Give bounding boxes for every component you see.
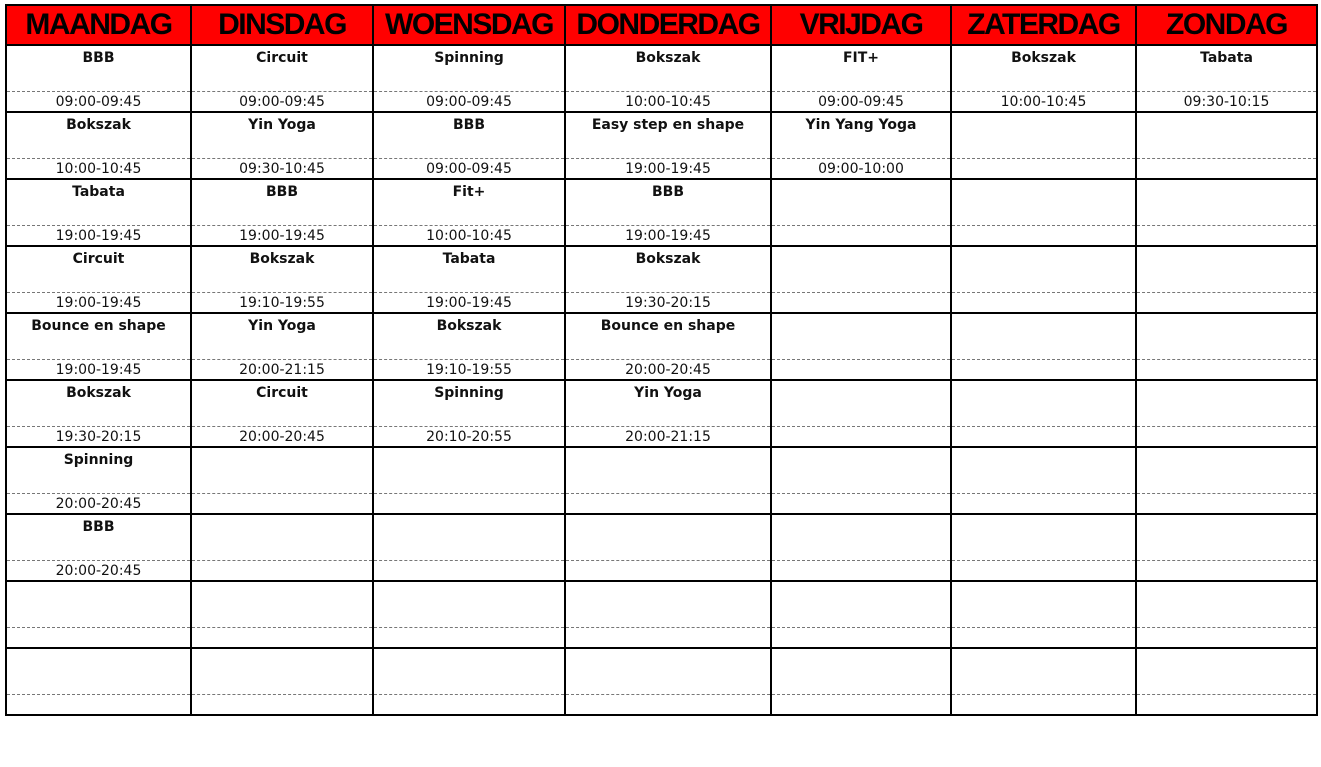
class-time-cell: 19:30-20:15 <box>565 292 771 313</box>
class-time-cell: 09:30-10:45 <box>191 158 373 179</box>
class-name-cell: Circuit <box>191 380 373 426</box>
slot-name-row <box>6 179 1317 225</box>
class-name-cell <box>771 514 951 560</box>
class-name-cell: Spinning <box>373 380 565 426</box>
day-header-row <box>6 5 1317 45</box>
day-header-zondag: ZONDAG <box>1136 5 1317 45</box>
slot-time-row <box>6 493 1317 514</box>
class-time-cell <box>1136 694 1317 715</box>
day-header-donderdag: DONDERDAG <box>565 5 771 45</box>
class-name-cell <box>771 313 951 359</box>
class-name-cell <box>191 581 373 627</box>
class-time-cell: 10:00-10:45 <box>565 91 771 112</box>
class-time-cell: 20:00-20:45 <box>191 426 373 447</box>
class-time-cell <box>565 493 771 514</box>
class-time-cell: 10:00-10:45 <box>6 158 191 179</box>
class-time-cell <box>191 627 373 648</box>
slot-time-row <box>6 158 1317 179</box>
class-name-cell: Bounce en shape <box>6 313 191 359</box>
class-time-cell <box>1136 560 1317 581</box>
class-name-cell <box>565 447 771 493</box>
slot-name-row <box>6 112 1317 158</box>
class-name-cell <box>191 648 373 694</box>
class-name-cell: Yin Yang Yoga <box>771 112 951 158</box>
class-time-cell: 10:00-10:45 <box>951 91 1136 112</box>
class-time-cell <box>771 694 951 715</box>
weekly-class-schedule <box>5 4 1318 716</box>
class-name-cell: Bokszak <box>6 112 191 158</box>
class-name-cell <box>191 514 373 560</box>
class-name-cell: Fit+ <box>373 179 565 225</box>
class-name-cell <box>1136 179 1317 225</box>
class-name-cell <box>1136 246 1317 292</box>
class-name-cell <box>565 648 771 694</box>
class-time-cell: 09:00-09:45 <box>191 91 373 112</box>
slot-time-row <box>6 91 1317 112</box>
class-name-cell: Bokszak <box>565 45 771 91</box>
class-name-cell <box>191 447 373 493</box>
slot-name-row <box>6 380 1317 426</box>
day-header-woensdag: WOENSDAG <box>373 5 565 45</box>
class-name-cell: Yin Yoga <box>191 112 373 158</box>
slot-name-row <box>6 313 1317 359</box>
class-time-cell <box>951 225 1136 246</box>
class-name-cell: Bokszak <box>565 246 771 292</box>
class-time-cell: 09:00-09:45 <box>373 91 565 112</box>
class-time-cell <box>771 627 951 648</box>
day-header-zaterdag: ZATERDAG <box>951 5 1136 45</box>
class-name-cell <box>951 179 1136 225</box>
class-name-cell <box>951 246 1136 292</box>
class-name-cell <box>1136 447 1317 493</box>
class-name-cell <box>951 648 1136 694</box>
class-time-cell <box>1136 359 1317 380</box>
class-time-cell <box>6 627 191 648</box>
class-name-cell: BBB <box>191 179 373 225</box>
class-time-cell <box>1136 292 1317 313</box>
slot-name-row <box>6 45 1317 91</box>
class-name-cell <box>1136 514 1317 560</box>
class-time-cell: 19:00-19:45 <box>6 359 191 380</box>
class-time-cell: 19:10-19:55 <box>373 359 565 380</box>
class-name-cell <box>373 447 565 493</box>
class-time-cell: 19:00-19:45 <box>6 225 191 246</box>
class-name-cell: Bokszak <box>6 380 191 426</box>
class-time-cell <box>771 359 951 380</box>
class-name-cell <box>1136 112 1317 158</box>
class-name-cell <box>565 581 771 627</box>
class-name-cell <box>373 514 565 560</box>
class-name-cell: Easy step en shape <box>565 112 771 158</box>
class-time-cell: 19:30-20:15 <box>6 426 191 447</box>
class-name-cell: Circuit <box>191 45 373 91</box>
day-header-dinsdag: DINSDAG <box>191 5 373 45</box>
class-name-cell: Yin Yoga <box>565 380 771 426</box>
class-name-cell <box>6 648 191 694</box>
slot-name-row <box>6 514 1317 560</box>
class-name-cell: BBB <box>565 179 771 225</box>
class-time-cell: 19:00-19:45 <box>373 292 565 313</box>
class-name-cell <box>771 447 951 493</box>
class-name-cell: Tabata <box>6 179 191 225</box>
day-header-maandag: MAANDAG <box>6 5 191 45</box>
class-name-cell <box>951 581 1136 627</box>
class-time-cell: 19:00-19:45 <box>565 158 771 179</box>
slot-time-row <box>6 694 1317 715</box>
class-name-cell: BBB <box>6 514 191 560</box>
class-name-cell <box>6 581 191 627</box>
class-name-cell <box>771 581 951 627</box>
class-name-cell <box>1136 380 1317 426</box>
schedule-body <box>6 45 1317 715</box>
class-name-cell <box>951 380 1136 426</box>
class-time-cell <box>191 560 373 581</box>
class-time-cell <box>1136 627 1317 648</box>
day-header-vrijdag: VRIJDAG <box>771 5 951 45</box>
slot-name-row <box>6 447 1317 493</box>
class-name-cell <box>951 313 1136 359</box>
slot-name-row <box>6 581 1317 627</box>
class-time-cell <box>373 493 565 514</box>
class-name-cell: BBB <box>6 45 191 91</box>
class-time-cell <box>951 627 1136 648</box>
class-name-cell: Yin Yoga <box>191 313 373 359</box>
class-name-cell <box>373 648 565 694</box>
class-time-cell: 20:00-20:45 <box>565 359 771 380</box>
class-time-cell <box>6 694 191 715</box>
class-time-cell: 19:00-19:45 <box>565 225 771 246</box>
class-time-cell <box>951 694 1136 715</box>
class-time-cell: 20:00-21:15 <box>565 426 771 447</box>
class-time-cell <box>951 359 1136 380</box>
class-time-cell <box>373 560 565 581</box>
class-time-cell <box>951 560 1136 581</box>
slot-time-row <box>6 359 1317 380</box>
class-time-cell <box>951 158 1136 179</box>
slot-time-row <box>6 627 1317 648</box>
class-name-cell <box>1136 313 1317 359</box>
class-name-cell: Circuit <box>6 246 191 292</box>
class-name-cell <box>951 447 1136 493</box>
class-time-cell <box>771 493 951 514</box>
class-time-cell <box>771 560 951 581</box>
class-time-cell <box>1136 158 1317 179</box>
class-name-cell <box>951 112 1136 158</box>
class-time-cell <box>771 292 951 313</box>
class-name-cell <box>951 514 1136 560</box>
class-time-cell: 20:10-20:55 <box>373 426 565 447</box>
class-time-cell: 20:00-20:45 <box>6 493 191 514</box>
class-name-cell: Bokszak <box>191 246 373 292</box>
class-name-cell <box>771 179 951 225</box>
class-time-cell: 09:30-10:15 <box>1136 91 1317 112</box>
class-time-cell: 19:10-19:55 <box>191 292 373 313</box>
class-time-cell: 19:00-19:45 <box>6 292 191 313</box>
class-time-cell <box>1136 426 1317 447</box>
slot-name-row <box>6 246 1317 292</box>
class-name-cell: Bokszak <box>373 313 565 359</box>
class-time-cell: 09:00-09:45 <box>771 91 951 112</box>
slot-time-row <box>6 292 1317 313</box>
slot-time-row <box>6 560 1317 581</box>
class-time-cell <box>191 493 373 514</box>
class-time-cell: 09:00-10:00 <box>771 158 951 179</box>
class-name-cell <box>771 246 951 292</box>
class-name-cell: BBB <box>373 112 565 158</box>
class-name-cell <box>1136 581 1317 627</box>
class-name-cell <box>771 648 951 694</box>
class-name-cell <box>565 514 771 560</box>
class-name-cell <box>1136 648 1317 694</box>
class-time-cell <box>373 627 565 648</box>
class-time-cell <box>1136 225 1317 246</box>
class-time-cell: 09:00-09:45 <box>373 158 565 179</box>
class-time-cell: 20:00-20:45 <box>6 560 191 581</box>
class-name-cell: Bounce en shape <box>565 313 771 359</box>
class-time-cell: 09:00-09:45 <box>6 91 191 112</box>
class-name-cell <box>771 380 951 426</box>
class-time-cell <box>373 694 565 715</box>
class-time-cell: 10:00-10:45 <box>373 225 565 246</box>
class-time-cell <box>565 560 771 581</box>
class-time-cell <box>771 426 951 447</box>
slot-name-row <box>6 648 1317 694</box>
class-time-cell <box>191 694 373 715</box>
class-name-cell: Tabata <box>1136 45 1317 91</box>
class-name-cell: FIT+ <box>771 45 951 91</box>
class-time-cell <box>771 225 951 246</box>
class-name-cell <box>373 581 565 627</box>
slot-time-row <box>6 225 1317 246</box>
class-time-cell: 19:00-19:45 <box>191 225 373 246</box>
slot-time-row <box>6 426 1317 447</box>
class-time-cell <box>951 292 1136 313</box>
class-name-cell: Spinning <box>6 447 191 493</box>
class-name-cell: Spinning <box>373 45 565 91</box>
class-time-cell <box>1136 493 1317 514</box>
class-time-cell <box>951 493 1136 514</box>
class-name-cell: Tabata <box>373 246 565 292</box>
class-time-cell: 20:00-21:15 <box>191 359 373 380</box>
class-time-cell <box>565 694 771 715</box>
class-name-cell: Bokszak <box>951 45 1136 91</box>
class-time-cell <box>951 426 1136 447</box>
class-time-cell <box>565 627 771 648</box>
